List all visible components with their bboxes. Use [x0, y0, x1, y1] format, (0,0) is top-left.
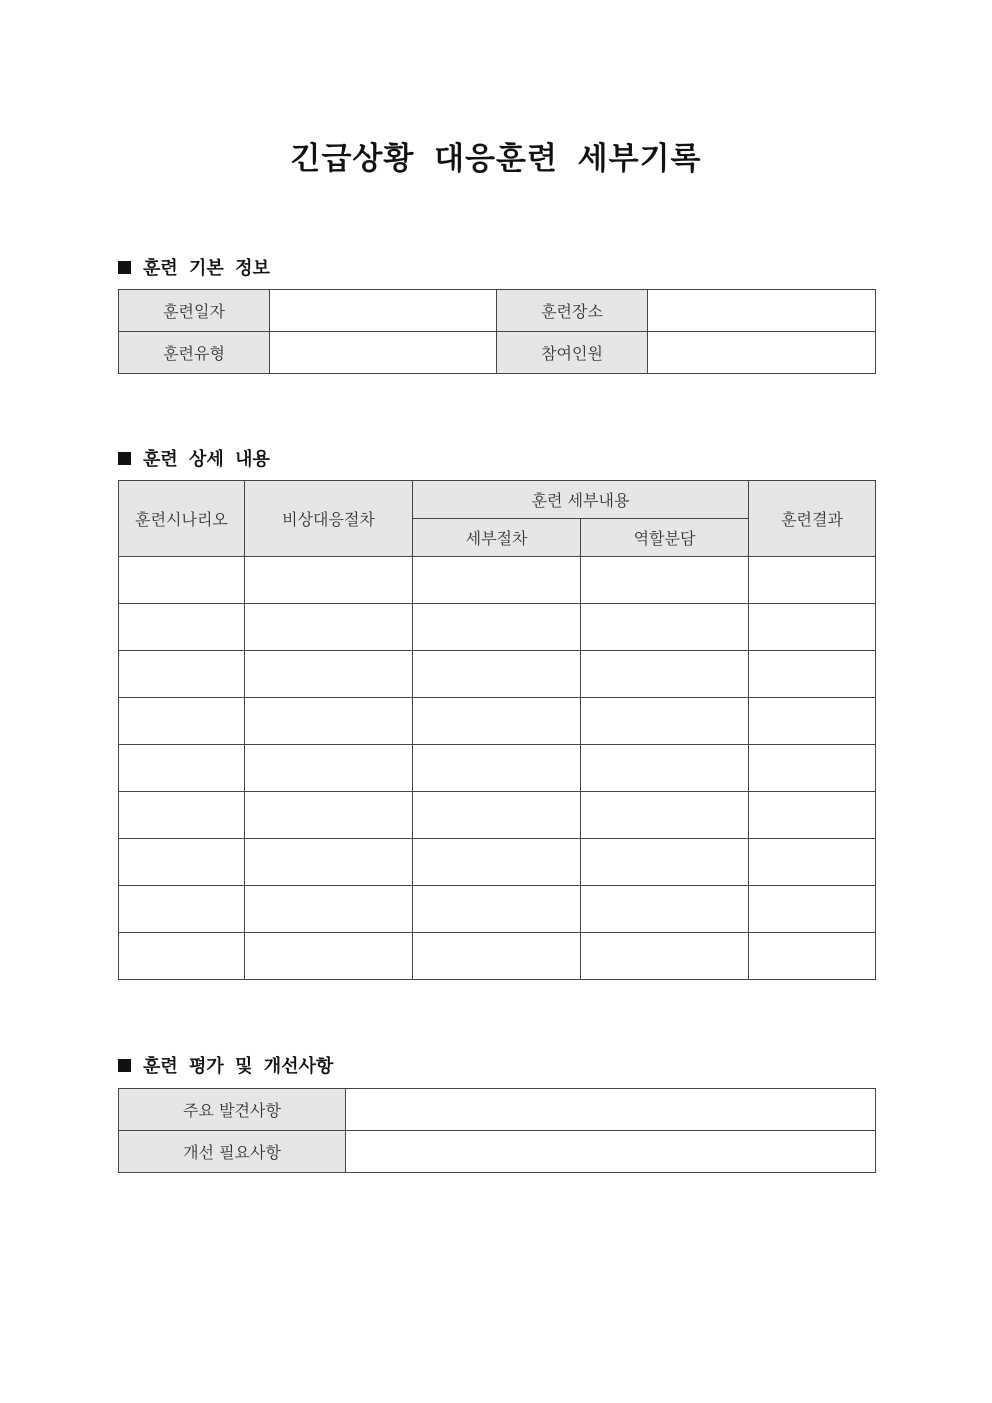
- training-date-label: 훈련일자: [119, 290, 270, 332]
- roles-cell[interactable]: [581, 933, 749, 980]
- scenario-cell[interactable]: [119, 886, 245, 933]
- section-heading-details: [118, 445, 270, 471]
- result-cell[interactable]: [749, 839, 876, 886]
- table-row: [119, 557, 876, 604]
- detail-steps-cell[interactable]: [413, 604, 581, 651]
- scenario-cell[interactable]: [119, 651, 245, 698]
- section-heading-evaluation: [118, 1052, 333, 1078]
- result-cell[interactable]: [749, 557, 876, 604]
- participants-field[interactable]: [648, 332, 876, 374]
- scenario-cell[interactable]: [119, 698, 245, 745]
- basic-info-table: [118, 289, 876, 374]
- procedure-cell[interactable]: [245, 745, 413, 792]
- document-title: 긴급상황 대응훈련 세부기록: [290, 141, 702, 177]
- column-header-scenario: 훈련시나리오: [119, 481, 245, 557]
- table-row: [119, 651, 876, 698]
- table-row: [119, 886, 876, 933]
- result-cell[interactable]: [749, 886, 876, 933]
- result-cell[interactable]: [749, 651, 876, 698]
- training-detail-table: [118, 480, 876, 980]
- procedure-cell[interactable]: [245, 651, 413, 698]
- table-row: [119, 290, 876, 332]
- section-heading-basic-info: [118, 254, 270, 280]
- training-type-field[interactable]: [270, 332, 497, 374]
- procedure-cell[interactable]: [245, 933, 413, 980]
- training-location-field[interactable]: [648, 290, 876, 332]
- roles-cell[interactable]: [581, 698, 749, 745]
- column-header-result: 훈련결과: [749, 481, 876, 557]
- participants-label: 참여인원: [497, 332, 648, 374]
- roles-cell[interactable]: [581, 651, 749, 698]
- section-heading-label: 훈련 기본 정보: [143, 258, 270, 279]
- scenario-cell[interactable]: [119, 745, 245, 792]
- table-row: [119, 332, 876, 374]
- section-heading-label: 훈련 상세 내용: [143, 449, 270, 470]
- procedure-cell[interactable]: [245, 698, 413, 745]
- bullet-square-icon: [118, 1059, 131, 1072]
- bullet-square-icon: [118, 452, 131, 465]
- table-row: [119, 604, 876, 651]
- detail-steps-cell[interactable]: [413, 933, 581, 980]
- result-cell[interactable]: [749, 933, 876, 980]
- column-header-procedure: 비상대응절차: [245, 481, 413, 557]
- bullet-square-icon: [118, 261, 131, 274]
- column-header-detail-group: 훈련 세부내용: [413, 481, 749, 519]
- detail-steps-cell[interactable]: [413, 792, 581, 839]
- roles-cell[interactable]: [581, 839, 749, 886]
- table-row: [119, 792, 876, 839]
- result-cell[interactable]: [749, 604, 876, 651]
- detail-steps-cell[interactable]: [413, 698, 581, 745]
- detail-steps-cell[interactable]: [413, 745, 581, 792]
- training-location-label: 훈련장소: [497, 290, 648, 332]
- procedure-cell[interactable]: [245, 792, 413, 839]
- procedure-cell[interactable]: [245, 839, 413, 886]
- training-type-label: 훈련유형: [119, 332, 270, 374]
- roles-cell[interactable]: [581, 745, 749, 792]
- scenario-cell[interactable]: [119, 557, 245, 604]
- table-row: [119, 1131, 876, 1173]
- roles-cell[interactable]: [581, 604, 749, 651]
- table-row: [119, 1089, 876, 1131]
- column-header-roles: 역할분담: [581, 519, 749, 557]
- result-cell[interactable]: [749, 698, 876, 745]
- scenario-cell[interactable]: [119, 604, 245, 651]
- detail-steps-cell[interactable]: [413, 886, 581, 933]
- procedure-cell[interactable]: [245, 557, 413, 604]
- table-row: [119, 698, 876, 745]
- result-cell[interactable]: [749, 745, 876, 792]
- procedure-cell[interactable]: [245, 604, 413, 651]
- key-findings-field[interactable]: [346, 1089, 876, 1131]
- scenario-cell[interactable]: [119, 792, 245, 839]
- procedure-cell[interactable]: [245, 886, 413, 933]
- scenario-cell[interactable]: [119, 933, 245, 980]
- result-cell[interactable]: [749, 792, 876, 839]
- detail-steps-cell[interactable]: [413, 839, 581, 886]
- key-findings-label: 주요 발견사항: [119, 1089, 346, 1131]
- training-date-field[interactable]: [270, 290, 497, 332]
- evaluation-table: [118, 1088, 876, 1173]
- detail-steps-cell[interactable]: [413, 651, 581, 698]
- table-row: [119, 839, 876, 886]
- detail-steps-cell[interactable]: [413, 557, 581, 604]
- improvements-label: 개선 필요사항: [119, 1131, 346, 1173]
- improvements-field[interactable]: [346, 1131, 876, 1173]
- roles-cell[interactable]: [581, 557, 749, 604]
- table-row: [119, 933, 876, 980]
- roles-cell[interactable]: [581, 886, 749, 933]
- table-header-row: [119, 481, 876, 519]
- scenario-cell[interactable]: [119, 839, 245, 886]
- roles-cell[interactable]: [581, 792, 749, 839]
- section-heading-label: 훈련 평가 및 개선사항: [143, 1056, 334, 1077]
- column-header-detail-steps: 세부절차: [413, 519, 581, 557]
- table-row: [119, 745, 876, 792]
